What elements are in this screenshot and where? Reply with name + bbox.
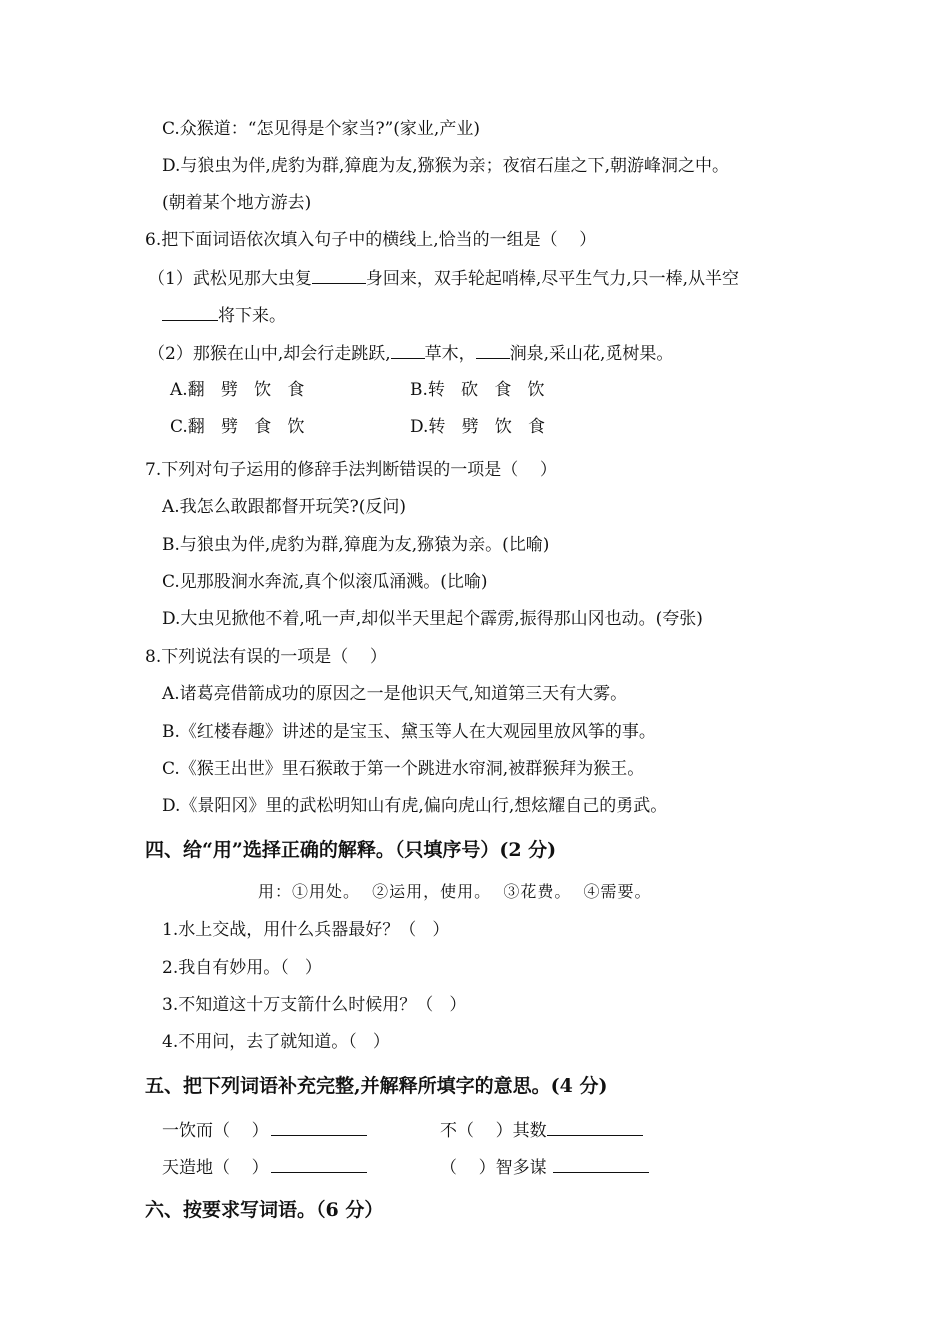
q5-option-c: C.众猴道：“怎见得是个家当?”(家业,产业) — [162, 119, 480, 139]
q6-sentence-2: （2）那猴在山中,却会行走跳跃, 草木， 涧泉,采山花,觅树果。 — [148, 344, 674, 364]
q6-option-b: B.转 砍 食 饮 — [410, 380, 545, 400]
q7-option-b: B.与狼虫为伴,虎豹为群,獐鹿为友,猕猿为亲。(比喻) — [162, 535, 550, 555]
q8-option-b: B.《红楼春趣》讲述的是宝玉、黛玉等人在大观园里放风筝的事。 — [162, 722, 656, 742]
q7-option-a: A.我怎么敢跟都督开玩笑?(反问) — [162, 497, 407, 517]
answer-blank[interactable] — [271, 1156, 367, 1173]
q8-option-c: C.《猴王出世》里石猴敢于第一个跳进水帘洞,被群猴拜为猴王。 — [162, 759, 645, 779]
section-4-heading: 四、给“用”选择正确的解释。（只填序号）(2 分) — [145, 839, 557, 861]
fill-blank[interactable] — [162, 304, 218, 321]
fill-blank[interactable] — [391, 342, 425, 359]
answer-blank[interactable] — [547, 1119, 643, 1136]
q8-stem: 8.下列说法有误的一项是（ ） — [145, 647, 387, 667]
q6-option-a: A.翻 劈 饮 食 — [170, 380, 305, 400]
section-4-item: 2.我自有妙用。（ ） — [162, 958, 322, 978]
q8-option-d: D.《景阳冈》里的武松明知山有虎,偏向虎山行,想炫耀自己的勇武。 — [162, 796, 668, 816]
section-4-definitions: 用：①用处。 ②运用，使用。 ③花费。 ④需要。 — [258, 882, 652, 901]
fill-blank[interactable] — [312, 267, 366, 284]
section-5-word-4: （ ）智多谋 — [440, 1156, 649, 1179]
section-5-heading: 五、把下列词语补充完整,并解释所填字的意思。(4 分) — [145, 1075, 608, 1097]
q5-option-d: D.与狼虫为伴,虎豹为群,獐鹿为友,猕猴为亲；夜宿石崖之下,朝游峰洞之中。 — [162, 156, 730, 176]
q7-stem: 7.下列对句子运用的修辞手法判断错误的一项是（ ） — [145, 460, 557, 480]
section-6-heading: 六、按要求写词语。（6 分） — [145, 1199, 384, 1221]
section-4-item: 3.不知道这十万支箭什么时候用？（ ） — [162, 995, 467, 1015]
fill-blank[interactable] — [476, 342, 510, 359]
section-4-item: 4.不用问，去了就知道。（ ） — [162, 1032, 390, 1052]
q6-stem: 6.把下面词语依次填入句子中的横线上,恰当的一组是（ ） — [145, 230, 597, 250]
q8-option-a: A.诸葛亮借箭成功的原因之一是他识天气,知道第三天有大雾。 — [162, 684, 628, 704]
q5-option-d-note: (朝着某个地方游去) — [162, 193, 312, 213]
q7-option-c: C.见那股涧水奔流,真个似滚瓜涌溅。(比喻) — [162, 572, 488, 592]
q6-sentence-1: （1）武松见那大虫复 身回来，双手轮起哨棒,尽平生气力,只一棒,从半空 — [148, 269, 740, 289]
q6-sentence-1-cont: 将下来。 — [162, 304, 286, 327]
q6-option-d: D.转 劈 饮 食 — [410, 417, 546, 437]
q7-option-d: D.大虫见掀他不着,吼一声,却似半天里起个霹雳,振得那山冈也动。(夸张) — [162, 609, 703, 629]
answer-blank[interactable] — [271, 1119, 367, 1136]
section-5-word-1: 一饮而（ ） — [162, 1119, 367, 1142]
section-5-word-3: 天造地（ ） — [162, 1156, 367, 1179]
q6-option-c: C.翻 劈 食 饮 — [170, 417, 305, 437]
section-5-word-2: 不（ ）其数 — [440, 1119, 643, 1142]
answer-blank[interactable] — [553, 1156, 649, 1173]
section-4-item: 1.水上交战，用什么兵器最好？（ ） — [162, 920, 450, 940]
